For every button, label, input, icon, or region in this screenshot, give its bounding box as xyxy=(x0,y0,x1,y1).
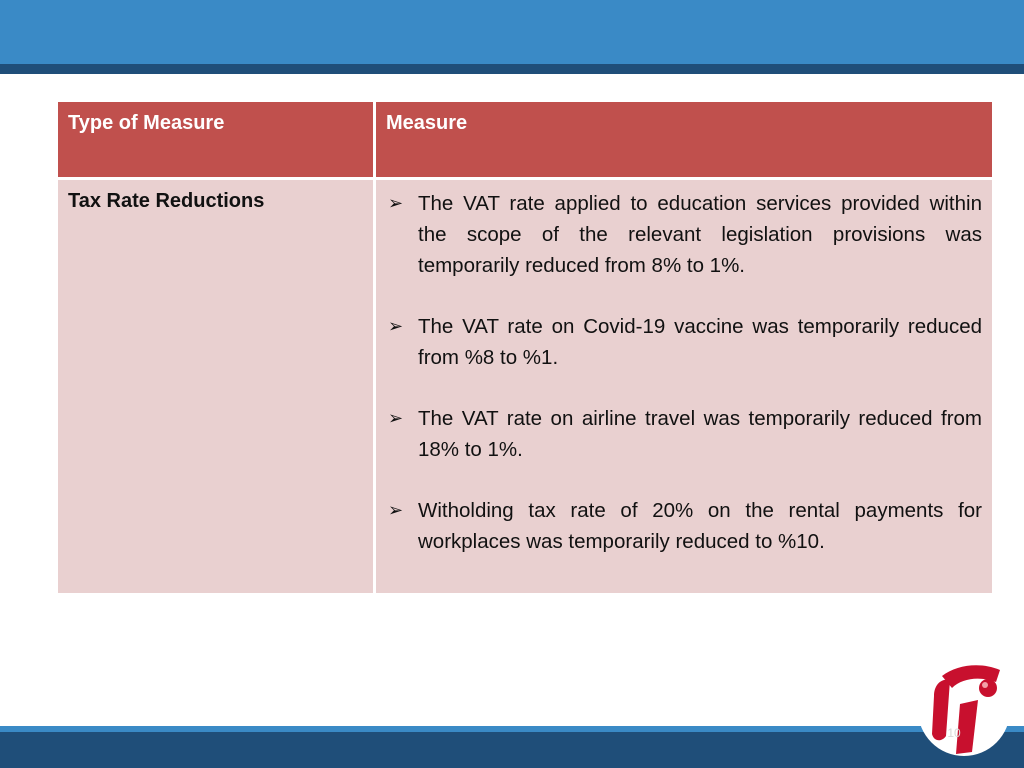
bottom-banner xyxy=(0,732,1024,768)
measure-text: The VAT rate on Covid-19 vaccine was temporarily reduced from %8 to %1. xyxy=(418,315,982,369)
measure-text: The VAT rate on airline travel was temporarily reduced from 18% to 1%. xyxy=(418,407,982,461)
arrow-bullet-icon: ➢ xyxy=(388,500,404,520)
measure-text: Witholding tax rate of 20% on the rental payments for workplaces was temporarily reduced to %10. xyxy=(418,499,982,553)
header-measure: Measure xyxy=(376,102,992,177)
top-stripe xyxy=(0,64,1024,74)
header-type-of-measure: Type of Measure xyxy=(58,102,373,177)
measure-item xyxy=(386,311,982,373)
measure-item xyxy=(386,403,982,465)
top-banner xyxy=(0,0,1024,64)
page-number: 10 xyxy=(947,726,961,740)
measure-item xyxy=(386,495,982,557)
cell-measure-type: Tax Rate Reductions xyxy=(58,180,373,593)
measure-item xyxy=(386,188,982,281)
cell-measure-list xyxy=(376,180,992,593)
arrow-bullet-icon: ➢ xyxy=(388,193,404,213)
measures-table xyxy=(58,102,992,593)
measure-text: The VAT rate applied to education services provided within the scope of the relevant legislation provisions was temporarily reduced from 8% to 1%. xyxy=(418,192,982,277)
logo-icon xyxy=(912,656,1012,756)
arrow-bullet-icon: ➢ xyxy=(388,316,404,336)
arrow-bullet-icon: ➢ xyxy=(388,408,404,428)
